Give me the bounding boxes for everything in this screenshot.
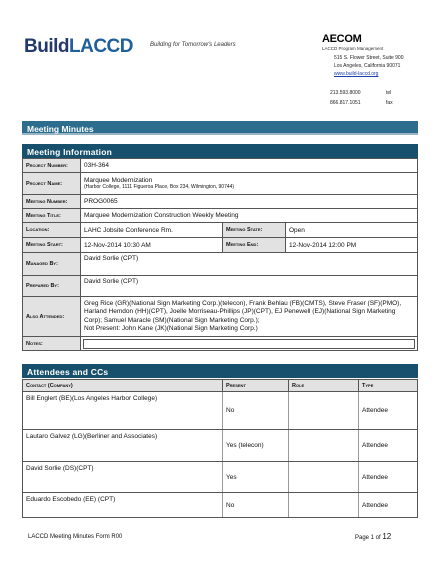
project-name-row [23,173,418,195]
project-name-address: (Harbor College, 1111 Figueroa Place, Box 234, Wilmington, 90744) [84,184,235,190]
attendee-present: Yes [223,462,289,493]
phone-label: tel [386,90,392,96]
meeting-state-value: Open [286,223,418,238]
meeting-title-row [23,209,418,223]
attendee-contact: David Sorlie (DS)(CPT) [23,462,223,493]
meeting-state-label: Meeting State: [223,223,286,238]
managed-by-value: David Sorlie (CPT) [81,253,418,276]
table-row [23,462,418,493]
page-number: Page 1 of 12 [355,532,392,541]
also-attended-cell [81,297,418,337]
notes-label: Notes: [23,337,81,351]
meeting-number-value: PROG0065 [81,195,418,209]
notes-cell [81,337,418,351]
managed-by-label: Managed By: [23,253,81,276]
also-attended-label: Also Attended: [23,297,81,337]
col-type-header: Type [359,380,418,392]
location-value: LAHC Jobsite Conference Rm. [81,223,223,238]
attendee-role [289,493,359,518]
meeting-start-value: 12-Nov-2014 10:30 AM [81,238,223,253]
fax-label: fax [386,100,393,106]
meeting-number-label: Meeting Number: [23,195,81,209]
meeting-end-value: 12-Nov-2014 12:00 PM [286,238,418,253]
attendee-type: Attendee [359,493,418,518]
page-title: Meeting Minutes [22,121,418,135]
attendees-header: Attendees and CCs [22,364,418,378]
attendee-role [289,392,359,430]
project-name-value: Marquee Modernization [84,177,153,184]
col-contact-header: Contact (Company) [23,380,223,392]
project-name-cell [81,173,418,195]
fax-number: 866.817.1051 [330,100,361,106]
phone-number: 213.593.8000 [330,90,361,96]
meeting-title-value: Marquee Modernization Construction Weekly Meeting [81,209,418,223]
also-attended-value: Greg Rice (GR)(National Sign Marketing Corp.)(telecon), Frank Behlau (FB)(CMTS), Steve Fraser (SF)(PMO), Harland Hemdon (HH)(CPT), Joelle Morriseau-Phillips (JP)(CPT), EJ Penewell (EJ)(National Sign Marketing Corp); Samuel Maracle (SM)(National Sign Marketing Corp.); [84,300,402,324]
attendees-header-row [23,380,418,392]
meeting-title-label: Meeting Title: [23,209,81,223]
project-number-label: Project Number: [23,159,81,173]
address-line-2: Los Angeles, California 90071 [334,63,401,69]
buildlaccd-logo: BuildLACCD [24,36,133,57]
project-number-value: 03H-364 [81,159,418,173]
attendee-present: No [223,392,289,430]
attendee-contact: Bill Englert (BE)(Los Angeles Harbor College) [23,392,223,430]
notes-field[interactable] [83,339,415,349]
attendee-type: Attendee [359,462,418,493]
meeting-number-row [23,195,418,209]
managed-by-row [23,253,418,276]
notes-row [23,337,418,351]
meeting-start-label: Meeting Start: [23,238,81,253]
table-row [23,392,418,430]
location-label: Location: [23,223,81,238]
attendee-role [289,430,359,462]
aecom-logo: AECOM [322,33,362,45]
meeting-time-row [23,238,418,253]
table-row [23,493,418,518]
table-row [23,430,418,462]
attendee-contact: Lautaro Galvez (LG)(Berliner and Associates) [23,430,223,462]
project-name-label: Project Name: [23,173,81,195]
attendees-table [22,379,418,518]
not-present-value: Not Present: John Kane (JK)(National Sign Marketing Corp.) [84,324,258,332]
also-attended-row [23,297,418,337]
col-role-header: Role [289,380,359,392]
attendee-role [289,462,359,493]
meeting-info-table [22,158,418,351]
attendee-present: Yes (telecon) [223,430,289,462]
col-present-header: Present [223,380,289,392]
meeting-end-label: Meeting End: [223,238,286,253]
prepared-by-label: Prepared By: [23,276,81,297]
form-id: LACCD Meeting Minutes Form R00 [28,534,123,540]
attendee-type: Attendee [359,392,418,430]
meeting-information-header: Meeting Information [22,144,418,158]
location-row [23,223,418,238]
project-number-row [23,159,418,173]
program-management-text: LACCD Program Management [322,46,384,51]
attendee-present: No [223,493,289,518]
address-line-1: 515 S. Flower Street, Suite 900 [334,55,404,61]
tagline: Building for Tomorrow's Leaders [150,42,236,48]
attendee-contact: Eduardo Escobedo (EE) (CPT) [23,493,223,518]
prepared-by-row [23,276,418,297]
attendee-type: Attendee [359,430,418,462]
website-link[interactable]: www.build-laccd.org [334,71,379,77]
prepared-by-value: David Sorlie (CPT) [81,276,418,297]
